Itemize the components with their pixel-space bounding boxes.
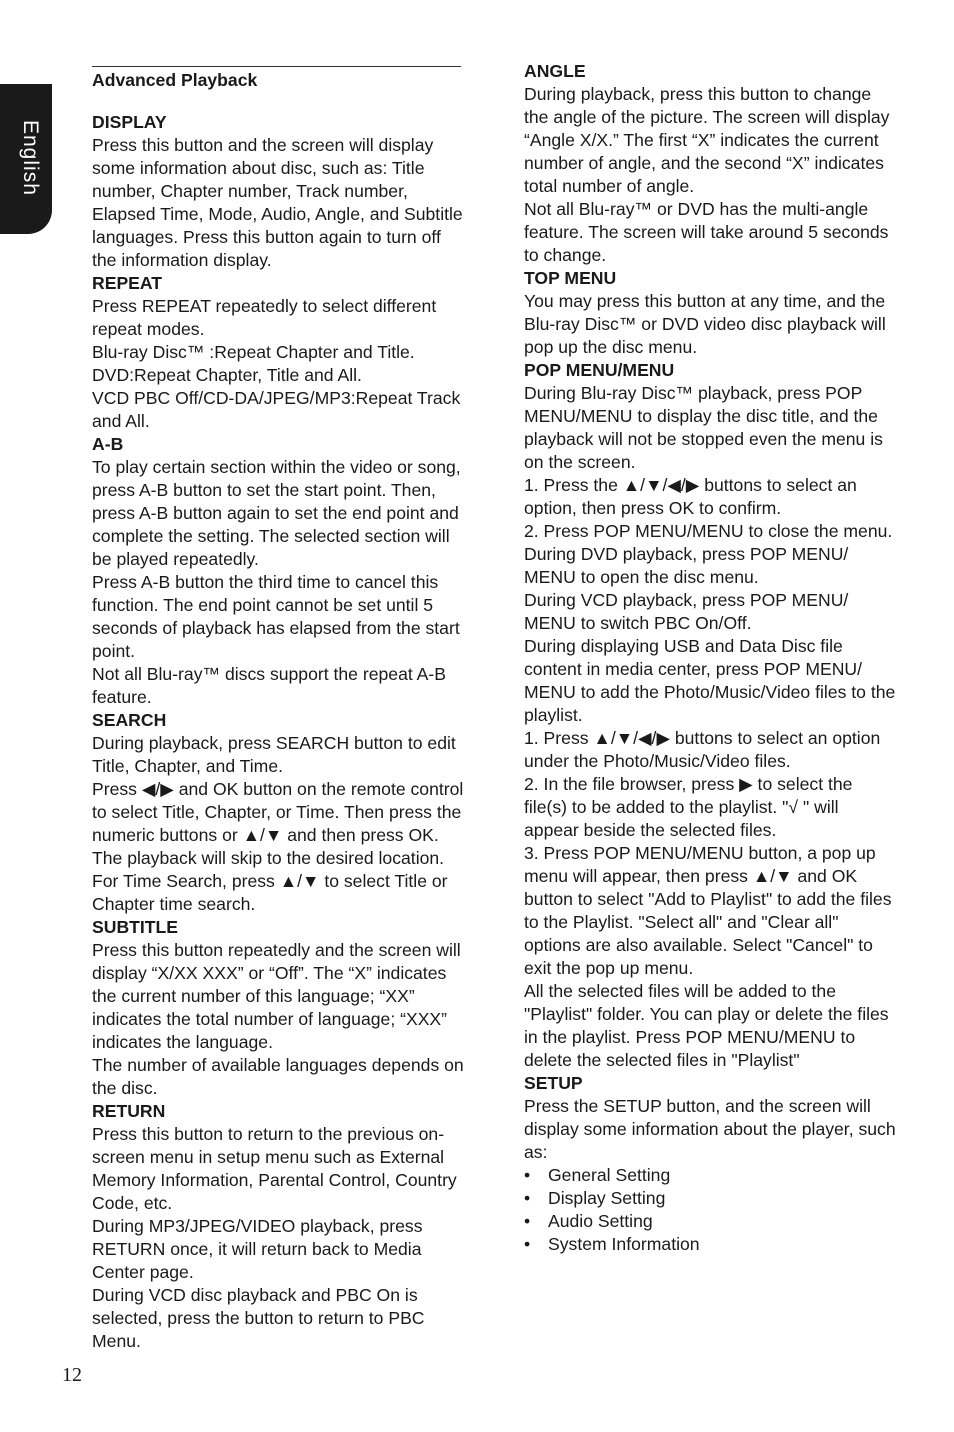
section-heading: ANGLE	[524, 61, 586, 81]
section-heading: SEARCH	[92, 710, 167, 730]
paragraph: Press this button to return to the previous on-screen menu in setup menu such as External Memory Information, Parental Control, Country Code, etc.	[92, 1124, 457, 1213]
paragraph: During playback, press SEARCH button to edit Title, Chapter, and Time.	[92, 733, 456, 776]
section-heading: SUBTITLE	[92, 917, 179, 937]
section-heading: POP MENU/MENU	[524, 360, 675, 380]
paragraph: Press ◀/▶ and OK button on the remote control to select Title, Chapter, or Time. Then press the numeric buttons or ▲/▼ and then press OK. The playback will skip to the desired location.	[92, 779, 464, 868]
paragraph: 2. Press POP MENU/MENU to close the menu.	[524, 521, 893, 541]
paragraph: 1. Press the ▲/▼/◀/▶ buttons to select an option, then press OK to confirm.	[524, 475, 857, 518]
section-repeat	[92, 272, 464, 433]
title-rule	[92, 66, 461, 67]
paragraph: Press REPEAT repeatedly to select different repeat modes.	[92, 296, 437, 339]
paragraph: During VCD playback, press POP MENU/ MENU to switch PBC On/Off.	[524, 590, 849, 633]
paragraph: Press the SETUP button, and the screen will display some information about the player, such as:	[524, 1096, 896, 1162]
paragraph: You may press this button at any time, and the Blu-ray Disc™ or DVD video disc playback will pop up the disc menu.	[524, 291, 886, 357]
paragraph: 1. Press ▲/▼/◀/▶ buttons to select an option under the Photo/Music/Video files.	[524, 728, 881, 771]
paragraph: During Blu-ray Disc™ playback, press POP MENU/MENU to display the disc title, and the playback will not be stopped even the menu is on the screen.	[524, 383, 883, 472]
section-heading: A-B	[92, 434, 124, 454]
paragraph: During playback, press this button to change the angle of the picture. The screen will display “Angle X/X.” The first “X” indicates the current number of angle, and the second “X” indicates total number of angle.	[524, 84, 890, 196]
section-display	[92, 111, 464, 272]
section-heading: SETUP	[524, 1073, 583, 1093]
paragraph: During displaying USB and Data Disc file content in media center, press POP MENU/ MENU to add the Photo/Music/Video files to the playlist.	[524, 636, 896, 725]
paragraph: VCD PBC Off/CD-DA/JPEG/MP3:Repeat Track and All.	[92, 388, 461, 431]
left-sections	[92, 111, 464, 1353]
page-number: 12	[62, 1364, 82, 1386]
right-column	[524, 60, 896, 1256]
section-heading: DISPLAY	[92, 112, 167, 132]
section-heading: REPEAT	[92, 273, 163, 293]
paragraph: For Time Search, press ▲/▼ to select Title or Chapter time search.	[92, 871, 448, 914]
paragraph: During VCD disc playback and PBC On is selected, press the button to return to PBC Menu.	[92, 1285, 425, 1351]
left-column	[92, 66, 464, 1353]
paragraph: Blu-ray Disc™ :Repeat Chapter and Title.	[92, 342, 415, 362]
section-subtitle	[92, 916, 464, 1100]
paragraph: Press this button and the screen will display some information about disc, such as: Title number, Chapter number, Track number, Elapsed Time, Mode, Audio, Angle, and Subtitle languages. Press this button again to turn off the information display.	[92, 135, 463, 270]
paragraph: 3. Press POP MENU/MENU button, a pop up menu will appear, then press ▲/▼ and OK button to select "Add to Playlist" to add the files to the Playlist. "Select all" and "Clear all" options are also available. Select "Cancel" to exit the pop up menu.	[524, 843, 892, 978]
section-setup	[524, 1072, 896, 1256]
paragraph: 2. In the file browser, press ▶ to select the file(s) to be added to the playlist. "√ " will appear beside the selected files.	[524, 774, 853, 840]
right-sections	[524, 60, 896, 1256]
paragraph: During MP3/JPEG/VIDEO playback, press RETURN once, it will return back to Media Center page.	[92, 1216, 423, 1282]
section-heading: TOP MENU	[524, 268, 617, 288]
paragraph: All the selected files will be added to the "Playlist" folder. You can play or delete the files in the playlist. Press POP MENU/MENU to delete the selected files in "Playlist"	[524, 981, 889, 1070]
section-top-menu	[524, 267, 896, 359]
section-heading: RETURN	[92, 1101, 166, 1121]
list-item: • Audio Setting	[524, 1210, 896, 1233]
bullet-list	[524, 1164, 896, 1256]
paragraph: Not all Blu-ray™ discs support the repeat A-B feature.	[92, 664, 446, 707]
section-a-b	[92, 433, 464, 709]
list-item: • General Setting	[524, 1164, 896, 1187]
section-search	[92, 709, 464, 916]
list-item: • Display Setting	[524, 1187, 896, 1210]
language-tab-label: English	[19, 120, 42, 196]
page-title: Advanced Playback	[92, 70, 258, 90]
paragraph: During DVD playback, press POP MENU/ MENU to open the disc menu.	[524, 544, 849, 587]
paragraph: DVD:Repeat Chapter, Title and All.	[92, 365, 362, 385]
paragraph: Not all Blu-ray™ or DVD has the multi-angle feature. The screen will take around 5 seconds to change.	[524, 199, 889, 265]
paragraph: To play certain section within the video or song, press A-B button to set the start point. Then, press A-B button again to set the end point and complete the setting. The selected section will be played repeatedly.	[92, 457, 461, 569]
list-item: • System Information	[524, 1233, 896, 1256]
section-angle	[524, 60, 896, 267]
section-pop-menu-menu	[524, 359, 896, 1072]
section-return	[92, 1100, 464, 1353]
paragraph: Press this button repeatedly and the screen will display “X/XX XXX” or “Off”. The “X” indicates the current number of this language; “XX” indicates the total number of language; “XXX” indicates the language.	[92, 940, 461, 1052]
paragraph: The number of available languages depends on the disc.	[92, 1055, 464, 1098]
paragraph: Press A-B button the third time to cancel this function. The end point cannot be set until 5 seconds of playback has elapsed from the start point.	[92, 572, 460, 661]
